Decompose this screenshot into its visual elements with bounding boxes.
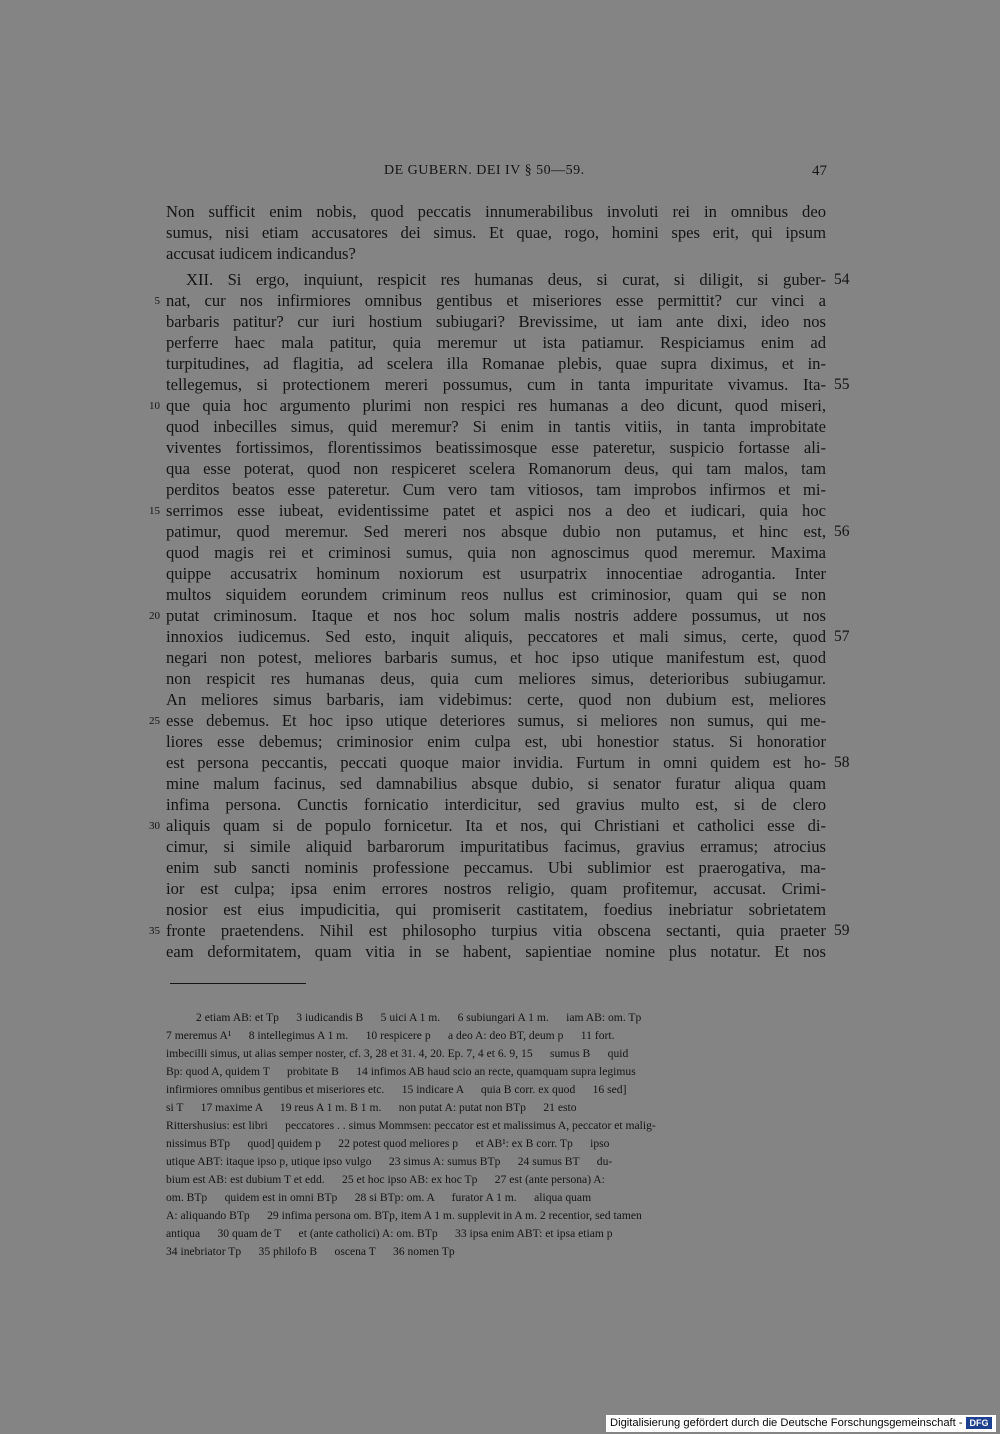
apparatus-line: 2 etiam AB: et Tp 3 iudicandis B 5 uici A 1 m. 6 subiungari A 1 m. iam AB: om. Tp xyxy=(196,1011,642,1024)
body-line: nat, cur nos infirmiores omnibus gentibus et miseriores esse permittit? cur vinci a xyxy=(166,291,826,310)
body-line: mine malum facinus, sed damnabilius absque dubio, si senator furatur aliqua quam xyxy=(166,774,826,793)
line-number: 30 xyxy=(149,820,160,832)
body-line: esse debemus. Et hoc ipso utique deteriores sumus, si meliores non sumus, qui me- xyxy=(166,711,826,730)
body-line: accusat iudicem indicandus? xyxy=(166,244,356,263)
running-title: DE GUBERN. DEI IV § 50—59. xyxy=(384,163,585,178)
apparatus-line: antiqua 30 quam de T et (ante catholici) A: om. BTp 33 ipsa enim ABT: et ipsa etiam p xyxy=(166,1227,613,1240)
body-line: barbaris patitur? cur iuri hostium subiugari? Brevissime, ut iam ante dixi, ideo nos xyxy=(166,312,826,331)
body-line: tellegemus, si protectionem mereri possumus, cum in tanta impuritate vivamus. Ita- xyxy=(166,375,826,394)
body-line: innoxios iudicemus. Sed esto, inquit aliquis, peccatores et mali simus, certe, quod xyxy=(166,627,826,646)
body-line: enim sub sancti nominis professione peccamus. Ubi sublimior est praerogativa, ma- xyxy=(166,858,826,877)
apparatus-line: Rittershusius: est libri peccatores . . simus Mommsen: peccator est et malissimus A, peccator et malig- xyxy=(166,1119,656,1132)
body-line: serrimos esse iubeat, evidentissime patet et aspici nos a deo et iudicari, quia hoc xyxy=(166,501,826,520)
section-number: 59 xyxy=(834,922,850,939)
section-number: 57 xyxy=(834,628,850,645)
body-line: qua esse poterat, quod non respiceret scelera Romanorum deus, qui tam malos, tam xyxy=(166,459,826,478)
body-line: nosior est eius impudicitia, qui promiserit castitatem, foedius inebriatur sobrietatem xyxy=(166,900,826,919)
body-line: que quia hoc argumento plurimi non respici res humanas a deo dicunt, quod miseri, xyxy=(166,396,826,415)
apparatus-line: imbecilli simus, ut alias semper noster, cf. 3, 28 et 31. 4, 20. Ep. 7, 4 et 6. 9, 15 sumus B quid xyxy=(166,1047,629,1060)
section-number: 58 xyxy=(834,754,850,771)
line-number: 10 xyxy=(149,400,160,412)
apparatus-line: infirmiores omnibus gentibus et miseriores etc. 15 indicare A quia B corr. ex quod 16 sed] xyxy=(166,1083,627,1096)
body-line: perferre haec mala patitur, quia meremur ut ista patiamur. Respiciamus enim ad xyxy=(166,333,826,352)
body-line: est persona peccantis, peccati quoque maior invidia. Furtum in omni quidem est ho- xyxy=(166,753,826,772)
body-line: sumus, nisi etiam accusatores dei simus. Et quae, rogo, homini spes erit, qui ipsum xyxy=(166,223,826,242)
body-line: cimur, si simile aliquid barbarorum impuritatibus facimus, gravius erramus; atrocius xyxy=(166,837,826,856)
body-line: perditos beatos esse pateretur. Cum vero tam vitiosos, tam improbos infirmos et mi- xyxy=(166,480,826,499)
line-number: 20 xyxy=(149,610,160,622)
body-line: ior est culpa; ipsa enim errores nostros religio, quam profitemur, accusat. Crimi- xyxy=(166,879,826,898)
body-line: fronte praetendens. Nihil est philosopho turpius vitia obscena sectanti, quia praeter xyxy=(166,921,826,940)
line-number: 25 xyxy=(149,715,160,727)
apparatus-line: Bp: quod A, quidem T probitate B 14 infimos AB haud scio an recte, quamquam supra legimus xyxy=(166,1065,636,1078)
body-line: eam deformitatem, quam vitia in se habent, sapientiae nomine plus notatur. Et nos xyxy=(166,942,826,961)
page-number: 47 xyxy=(812,163,827,179)
apparatus-line: nissimus BTp quod] quidem p 22 potest quod meliores p et AB¹: ex B corr. Tp ipso xyxy=(166,1137,610,1150)
body-line: non respicit res humanas deus, quia cum meliores simus, deterioribus subiugamur. xyxy=(166,669,826,688)
footnote-rule xyxy=(170,983,306,984)
body-line: patimur, quod meremur. Sed mereri nos absque dubio non putamus, et hinc est, xyxy=(166,522,826,541)
body-line: An meliores simus barbaris, iam videbimus: certe, quod non dubium est, meliores xyxy=(166,690,826,709)
body-line: negari non potest, meliores barbaris sumus, et hoc ipso utique manifestum est, quod xyxy=(166,648,826,667)
body-line: aliquis quam si de populo fornicetur. Ita et nos, qui Christiani et catholici esse di- xyxy=(166,816,826,835)
dfg-logo: DFG xyxy=(966,1417,992,1429)
body-line: liores esse debemus; criminosior enim culpa est, ubi honestior status. Si honoratior xyxy=(166,732,826,751)
section-number: 55 xyxy=(834,376,850,393)
body-line: turpitudines, ad flagitia, ad scelera illa Romanae plebis, quae supra diximus, et in- xyxy=(166,354,826,373)
body-line: XII. Si ergo, inquiunt, respicit res humanas deus, si curat, si diligit, si guber- xyxy=(186,270,826,289)
line-number: 5 xyxy=(154,295,160,307)
body-line: quod inbecilles simus, quid meremur? Si enim in tantis vitiis, in tanta improbitate xyxy=(166,417,826,436)
body-line: putat criminosum. Itaque et nos hoc solum malis nostris addere possumus, ut nos xyxy=(166,606,826,625)
apparatus-line: si T 17 maxime A 19 reus A 1 m. B 1 m. non putat A: putat non BTp 21 esto xyxy=(166,1101,577,1114)
funding-credit: Digitalisierung gefördert durch die Deutsche Forschungsgemeinschaft - xyxy=(610,1417,963,1429)
apparatus-line: A: aliquando BTp 29 infima persona om. BTp, item A 1 m. supplevit in A m. 2 recentior, sed tamen xyxy=(166,1209,642,1222)
apparatus-line: om. BTp quidem est in omni BTp 28 si BTp: om. A furator A 1 m. aliqua quam xyxy=(166,1191,592,1204)
body-line: quippe accusatrix hominum noxiorum est usurpatrix innocentiae adrogantia. Inter xyxy=(166,564,826,583)
apparatus-line: bium est AB: est dubium T et edd. 25 et hoc ipso AB: ex hoc Tp 27 est (ante persona) A: xyxy=(166,1173,605,1186)
line-number: 15 xyxy=(149,505,160,517)
section-number: 56 xyxy=(834,523,850,540)
line-number: 35 xyxy=(149,925,160,937)
body-line: quod magis rei et criminosi sumus, quia non agnoscimus quod meremur. Maxima xyxy=(166,543,826,562)
body-line: viventes fortissimos, florentissimos beatissimosque esse pateretur, suspicio fortasse ali- xyxy=(166,438,826,457)
apparatus-line: 7 meremus A¹ 8 intellegimus A 1 m. 10 respicere p a deo A: deo BT, deum p 11 fort. xyxy=(166,1029,615,1042)
section-number: 54 xyxy=(834,271,850,288)
apparatus-line: utique ABT: itaque ipso p, utique ipso vulgo 23 simus A: sumus BTp 24 sumus BT du- xyxy=(166,1155,613,1168)
body-line: infima persona. Cunctis fornicatio interdicitur, sed gravius multo est, si de clero xyxy=(166,795,826,814)
body-line: multos siquidem eorundem criminum reos nullus est criminosior, quam qui se non xyxy=(166,585,826,604)
body-line: Non sufficit enim nobis, quod peccatis innumerabilibus involuti rei in omnibus deo xyxy=(166,202,826,221)
apparatus-line: 34 inebriator Tp 35 philofo B oscena T 36 nomen Tp xyxy=(166,1245,455,1258)
